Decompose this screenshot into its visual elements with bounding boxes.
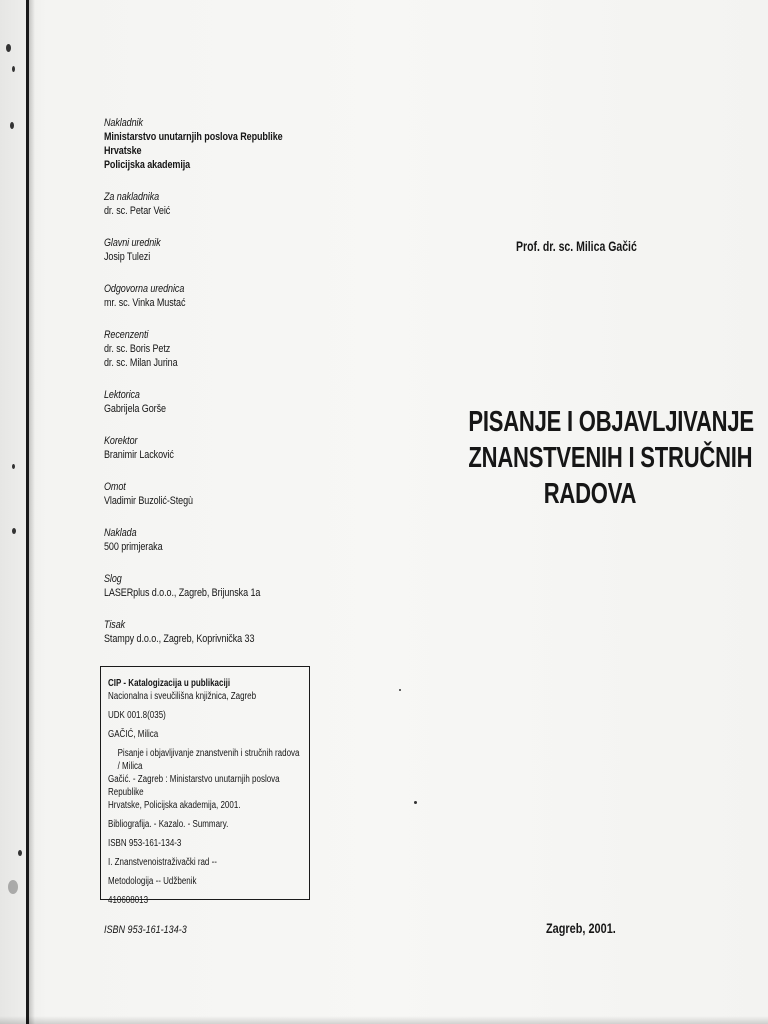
cip-description-line: Gačić. - Zagreb : Ministarstvo unutarnjih poslova Republike — [108, 774, 280, 798]
cip-udk: UDK 001.8(035) — [108, 710, 166, 721]
credit-print-run — [104, 526, 317, 554]
scan-speck — [18, 850, 22, 856]
credit-name: Branimir Lacković — [104, 449, 174, 461]
scan-speck — [10, 122, 14, 129]
cip-notes: Bibliografija. - Kazalo. - Summary. — [108, 819, 229, 830]
credit-role: Naklada — [104, 527, 137, 539]
scan-speck — [12, 528, 16, 534]
credit-name: Gabrijela Gorše — [104, 403, 166, 415]
credit-for-publisher — [104, 190, 317, 218]
credit-role: Tisak — [104, 619, 126, 631]
credit-role: Nakladnik — [104, 117, 143, 129]
credit-name: Ministarstvo unutarnjih poslova Republike Hrvatske — [104, 131, 283, 157]
cip-author: GAČIĆ, Milica — [108, 729, 159, 740]
credit-reviewers — [104, 328, 317, 370]
cip-library: Nacionalna i sveučilišna knjižnica, Zagreb — [108, 691, 257, 702]
credit-responsible-editor — [104, 282, 317, 310]
spine-shadow — [29, 0, 35, 1024]
credit-role: Lektorica — [104, 389, 140, 401]
credit-name: Policijska akademija — [104, 159, 191, 171]
title-line: RADOVA — [543, 478, 637, 510]
scan-speck — [12, 464, 15, 469]
place-and-year: Zagreb, 2001. — [546, 920, 616, 936]
credit-role: Recenzenti — [104, 329, 149, 341]
credit-editor-in-chief — [104, 236, 317, 264]
credit-typesetting — [104, 572, 317, 600]
bottom-page-edge — [0, 1016, 768, 1024]
imprint-credits — [104, 116, 317, 646]
cip-description-line: Pisanje i objavljivanje znanstvenih i stručnih radova / Milica — [117, 748, 300, 772]
cip-catalog-box — [100, 666, 310, 906]
credit-role: Korektor — [104, 435, 138, 447]
credit-role: Odgovorna urednica — [104, 283, 185, 295]
credit-name: Josip Tulezi — [104, 251, 151, 263]
cip-subject: I. Znanstvenoistraživački rad -- — [108, 857, 217, 868]
credit-role: Omot — [104, 481, 126, 493]
book-author: Prof. dr. sc. Milica Gačić — [516, 238, 637, 254]
title-line: ZNANSTVENIH I STRUČNIH — [468, 442, 753, 474]
credit-proofreader — [104, 434, 317, 462]
cip-subject: Metodologija -- Udžbenik — [108, 876, 197, 887]
credit-role: Slog — [104, 573, 122, 585]
cip-record — [108, 677, 300, 907]
isbn-footer: ISBN 953-161-134-3 — [104, 924, 187, 936]
cip-description-line: Hrvatske, Policijska akademija, 2001. — [108, 800, 241, 811]
credit-name: 500 primjeraka — [104, 541, 163, 553]
credit-name: mr. sc. Vinka Mustać — [104, 297, 186, 309]
credit-printing — [104, 618, 317, 646]
credit-name: dr. sc. Milan Jurina — [104, 357, 178, 369]
credit-cover — [104, 480, 317, 508]
credit-name: dr. sc. Boris Petz — [104, 343, 171, 355]
credit-name: Stampy d.o.o., Zagreb, Koprivnička 33 — [104, 633, 255, 645]
cip-record-id: 410608013 — [108, 895, 149, 906]
cip-title: CIP - Katalogizacija u publikaciji — [108, 678, 231, 689]
title-line: PISANJE I OBJAVLJIVANJE — [468, 406, 754, 438]
credit-name: LASERplus d.o.o., Zagreb, Brijunska 1a — [104, 587, 261, 599]
scan-speck — [8, 880, 18, 894]
scan-speck — [12, 66, 15, 72]
credit-name: Vladimir Buzolić-Stegù — [104, 495, 193, 507]
scan-speck — [414, 801, 417, 804]
book-title — [468, 404, 754, 512]
cip-isbn: ISBN 953-161-134-3 — [108, 838, 182, 849]
credit-role: Glavni urednik — [104, 237, 161, 249]
credit-name: dr. sc. Petar Veić — [104, 205, 171, 217]
scan-speck — [6, 44, 11, 52]
credit-language-editor — [104, 388, 317, 416]
scan-speck — [399, 689, 401, 691]
credit-publisher — [104, 116, 317, 172]
credit-role: Za nakladnika — [104, 191, 160, 203]
